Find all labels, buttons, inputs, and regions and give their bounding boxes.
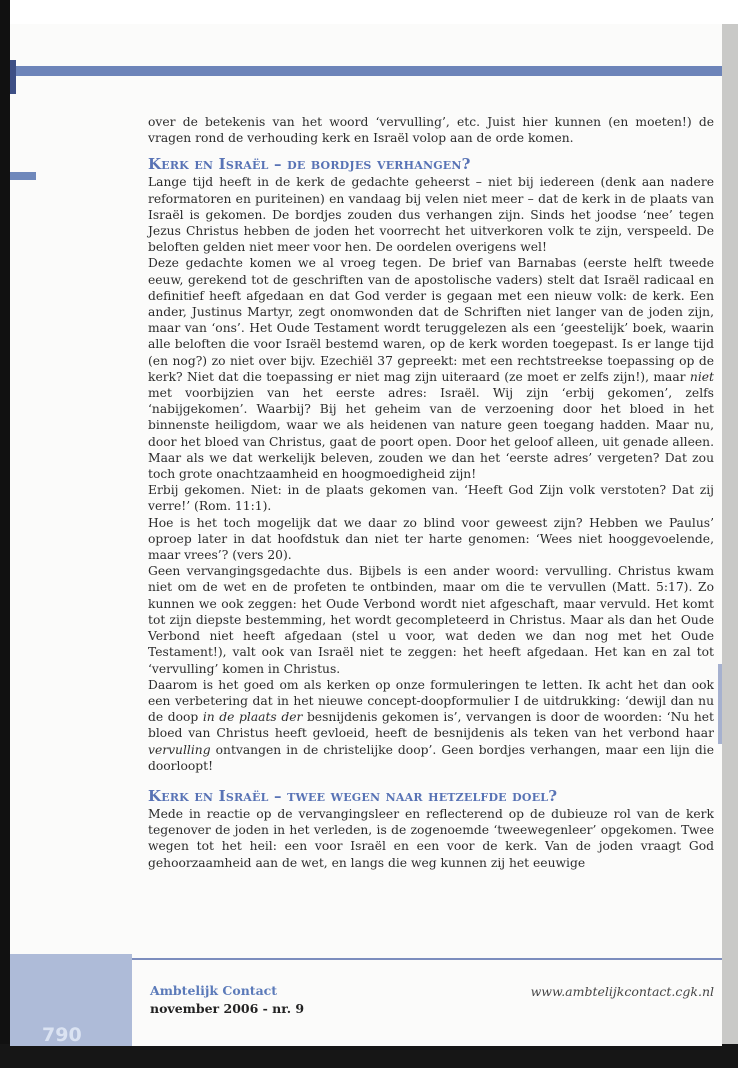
margin-right-marker [718,664,722,744]
paragraph: Deze gedachte komen we al vroeg tegen. De brief van Barnabas (eerste helft tweede eeuw, gerekend tot de geschriften van de apostolische vaders) stelt dat Israël radicaal en definitief heeft afgedaan en dat God verder is gegaan met een nieuw volk: de kerk. Een ander, Justinus Martyr, zegt onomwonden dat de Schriften niet langer van de joden zijn, maar van ‘ons’. Het Oude Testament wordt teruggelezen als een ‘geestelijk’ boek, waarin alle beloften die voor Israël bestemd waren, op de kerk worden toegepast. Is er lange tijd (en nog?) zo niet over bijv. Ezechiël 37 gepreekt: met een rechtstreekse toepassing op de kerk? Niet dat die toepassing er niet mag zijn uiteraard (ze moet er zelfs zijn!), maar niet met voorbijzien van het eerste adres: Israël. Wij zijn ‘erbij gekomen’, zelfs ‘nabijgekomen’. Waarbij? Bij het geheim van de verzoening door het bloed in het binnenste heiligdom, waar we als heidenen van nature geen toegang hadden. Maar nu, door het bloed van Christus, gaat de poort open. Door het geloof alleen, uit genade alleen. Maar als we dat werkelijk beleven, zouden we dan het ‘eerste adres’ vergeten? Dat zou toch grote onachtzaamheid en hoogmoedigheid zijn! [148,256,714,482]
article-body [148,114,714,871]
emphasis: in de plaats der [202,710,303,725]
intro-paragraph: over de betekenis van het woord ‘vervulling’, etc. Juist hier kunnen (en moeten!) de vragen rond de verhouding kerk en Israël volop aan de orde komen. [148,115,714,146]
paragraph: Erbij gekomen. Niet: in de plaats gekomen van. ‘Heeft God Zijn volk verstoten? Dat zij verre!’ (Rom. 11:1). [148,483,714,514]
paragraph: Hoe is het toch mogelijk dat we daar zo blind voor geweest zijn? Hebben we Paulus’ oproep later in dat hoofdstuk dan niet ter harte genomen: ‘Wees niet hooggevoelende, maar vrees’? (vers 20). [148,515,714,563]
website-url: www.ambtelijkcontact.cgk.nl [530,984,714,999]
scan-edge-bottom [0,1044,738,1068]
header-band-accent [10,60,16,94]
header-color-band [10,66,722,76]
margin-tab-marker [10,172,36,180]
paragraph: Geen vervangingsgedachte dus. Bijbels is een ander woord: vervulling. Christus kwam niet om de wet en de profeten te ontbinden, maar om die te vervullen (Matt. 5:17). Zo kunnen we ook zeggen: het Oude Verbond wordt niet afgeschaft, maar vervuld. Het komt tot zijn diepste bestemming, het wordt gecompleteerd in Christus. Maar als dan het Oude Verbond niet heeft afgedaan (stel u voor, wat deden we dan nog met het Oude Testament!), valt ook van Israël niet te zeggen: het heeft afgedaan. Het kan en zal tot ‘vervulling’ komen in Christus. [148,564,714,676]
emphasis: niet [689,369,714,384]
issue-label: november 2006 - nr. 9 [150,1001,305,1016]
scan-edge-left [0,0,10,1068]
paragraph: Lange tijd heeft in de kerk de gedachte geheerst – niet bij iedereen (denk aan nadere reformatoren en puriteinen) en vandaag bij velen niet meer – dat de kerk in de plaats van Israël is gekomen. De bordjes zouden dus verhangen zijn. Sinds het joodse ‘nee’ tegen Jezus Christus hebben de joden het voorrecht het uitverkoren volk te zijn, verspeeld. De beloften gelden niet meer voor hen. De oordelen overigens wel! [148,175,714,255]
section-heading-2: Kerk en Israël – twee wegen naar hetzelfde doel? [148,786,558,805]
scan-edge-right [722,24,738,1044]
section-heading-1: Kerk en Israël – de bordjes verhangen? [148,155,471,174]
emphasis: vervulling [148,742,211,757]
paragraph: Mede in reactie op de vervangingsleer en reflecterend op de dubieuze rol van de kerk tegenover de joden in het verleden, is de zogenoemde ‘tweewegenleer’ opgekomen. Twee wegen tot het heil: een voor Israël en een voor de kerk. Van de joden vraagt God gehoorzaamheid aan de wet, en langs die weg kunnen zij het eeuwige [148,806,714,870]
paragraph: Daarom is het goed om als kerken op onze formuleringen te letten. Ik acht het dan ook een verbetering dat in het nieuwe concept-doopformulier I de uitdrukking: ‘dewijl dan nu de doop in de plaats der besnijdenis gekomen is’, vervangen is door de woorden: ‘Nu het bloed van Christus heeft gevloeid, heeft de besnijdenis als teken van het verbond haar vervulling ontvangen in de christelijke doop’. Geen bordjes verhangen, maar een lijn die doorloopt! [148,677,714,773]
magazine-title: Ambtelijk Contact [150,983,278,998]
page-number: 790 [42,1024,82,1046]
page-number-box [10,954,132,1046]
